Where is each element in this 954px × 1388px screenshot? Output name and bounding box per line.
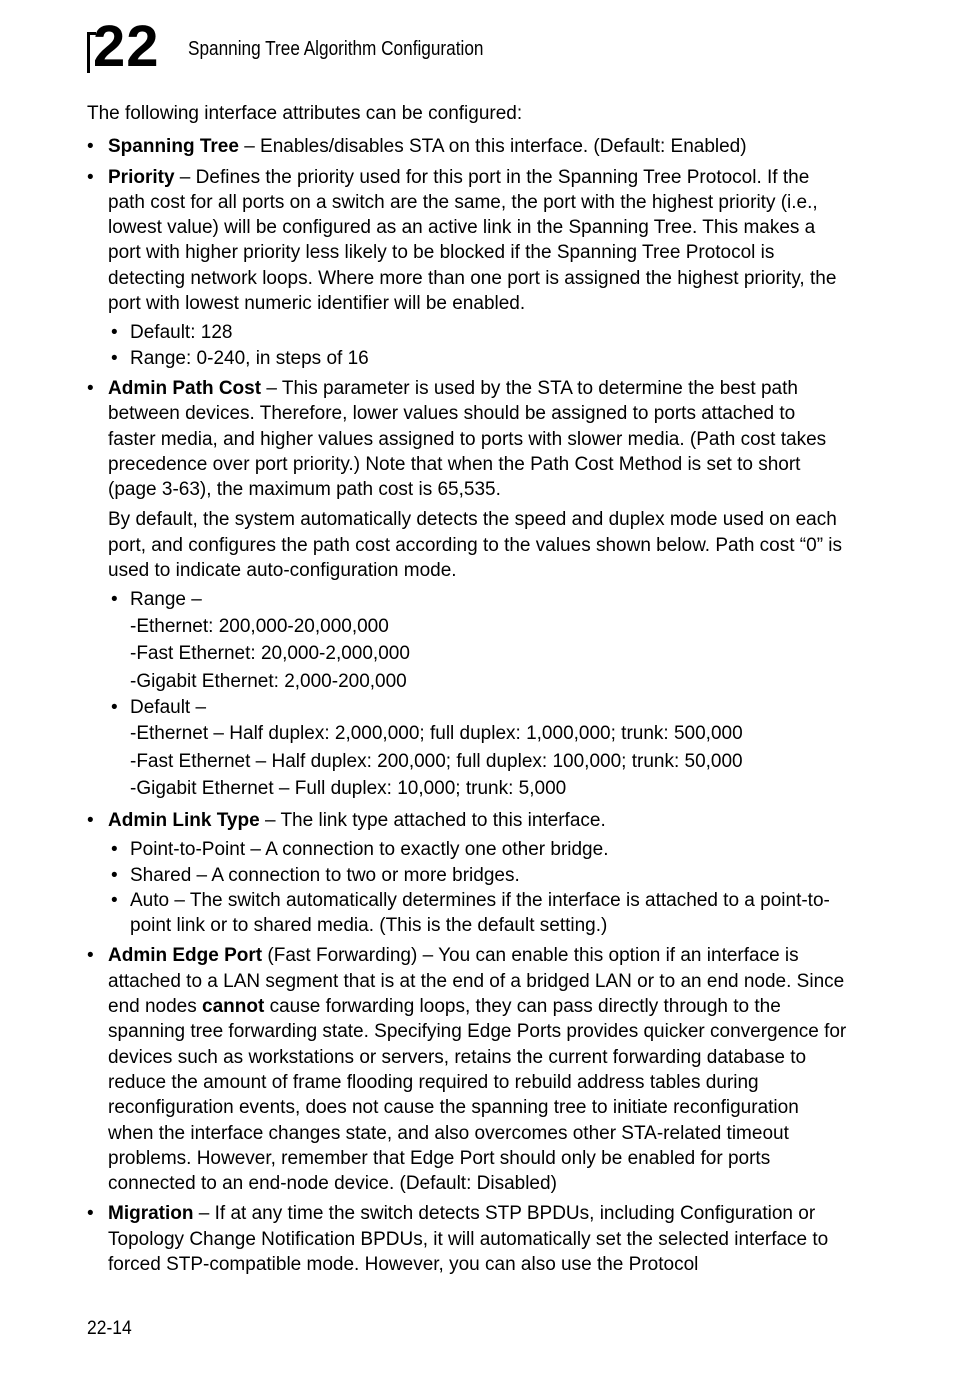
link-type-sublist — [108, 837, 847, 938]
list-item-migration — [87, 1201, 847, 1277]
desc-priority: – Defines the priority used for this port in the Spanning Tree Protocol. If the path cost for all ports on a switch are the same, the port with the highest priority (i.e., lowest value) will be configured as an active link in the Spanning Tree. This makes a port with higher priority less likely to be blocked if the Spanning Tree Protocol is detecting network loops. Where more than one port is assigned the highest priority, the port with lowest numeric identifier will be enabled. — [108, 166, 837, 315]
desc-admin-edge-port-part2: cause forwarding loops, they can pass directly through to the spanning tree forwarding state. Specifying Edge Ports provides quicker convergence for devices such as workstations or servers, retains the current forwarding database to reduce the amount of frame flooding required to rebuild address tables during reconfiguration events, does not cause the spanning tree to initiate reconfiguration when the interface changes state, and also overcomes other STA-related timeout problems. However, remember that Edge Port should only be enabled for ports connected to an end-node device. (Default: Disabled) — [108, 996, 847, 1195]
list-item-admin-path-cost — [87, 376, 847, 803]
intro-text: The following interface attributes can be configured: — [87, 103, 523, 124]
sub-item-priority-range: • Range: 0-240, in steps of 16 — [108, 346, 847, 371]
desc-migration: – If at any time the switch detects STP BPDUs, including Configuration or Topology Change Notification BPDUs, it will automatically set the selected interface to forced STP-compatible mode. However, you can also use the Protocol — [108, 1203, 829, 1275]
term-admin-path-cost: Admin Path Cost — [108, 377, 262, 399]
sub-item-path-cost-default — [108, 695, 847, 803]
chapter-number: 22 — [93, 14, 160, 79]
sub-item-priority-default: • Default: 128 — [108, 320, 847, 345]
attribute-list — [87, 134, 847, 1277]
term-priority: Priority — [108, 166, 175, 188]
list-item-priority — [87, 165, 847, 371]
term-migration: Migration — [108, 1203, 194, 1225]
path-cost-sublist — [108, 587, 847, 803]
desc-admin-path-cost-defaults: By default, the system automatically detects the speed and duplex mode used on each port, and configures the path cost according to the values shown below. Path cost “0” is used to indicate auto-configuration mode. — [108, 509, 843, 582]
term-admin-link-type: Admin Link Type — [108, 809, 260, 831]
range-label: • Range – — [130, 589, 202, 611]
desc-admin-path-cost: – This parameter is used by the STA to determine the best path between devices. Therefore, lower values should be assigned to ports attached to faster media, and higher values assigned to ports with slower media. (Path cost takes precedence over port priority.) Note that when the Path Cost Method is set to short (page 3-63), the maximum path cost is 65,535. — [108, 377, 827, 501]
page-body — [87, 101, 847, 1282]
default-fast-ethernet: -Fast Ethernet – Half duplex: 200,000; full duplex: 100,000; trunk: 50,000 — [130, 750, 743, 772]
page-number: 22-14 — [87, 1318, 132, 1339]
desc-admin-edge-port-part1: (Fast Forwarding) – You can enable this option if an interface is attached to a LAN segment that is at the end of a bridged LAN or to an end node. Since end nodes — [108, 945, 845, 1018]
range-ethernet: -Ethernet: 200,000-20,000,000 — [130, 615, 389, 637]
range-gigabit-ethernet: -Gigabit Ethernet: 2,000-200,000 — [130, 670, 407, 692]
sub-item-shared: • Shared – A connection to two or more bridges. — [108, 863, 847, 888]
default-ethernet: -Ethernet – Half duplex: 2,000,000; full duplex: 1,000,000; trunk: 500,000 — [130, 723, 743, 745]
chapter-title: Spanning Tree Algorithm Configuration — [188, 38, 484, 60]
sub-item-path-cost-range — [108, 587, 847, 695]
desc-admin-link-type: – The link type attached to this interface. — [259, 809, 606, 831]
list-item-admin-link-type — [87, 808, 847, 938]
desc-spanning-tree: – Enables/disables STA on this interface. (Default: Enabled) — [238, 136, 747, 158]
term-admin-edge-port: Admin Edge Port — [108, 945, 263, 967]
default-label: • Default – — [130, 697, 207, 719]
range-fast-ethernet: -Fast Ethernet: 20,000-2,000,000 — [130, 643, 410, 665]
sub-item-point-to-point: • Point-to-Point – A connection to exactly one other bridge. — [108, 837, 847, 862]
chapter-number-badge — [87, 14, 167, 79]
list-item-spanning-tree — [87, 134, 847, 159]
emphasis-cannot: cannot — [202, 996, 265, 1018]
default-gigabit-ethernet: -Gigabit Ethernet – Full duplex: 10,000; trunk: 5,000 — [130, 778, 567, 800]
term-spanning-tree: Spanning Tree — [108, 136, 239, 158]
sub-item-auto: • Auto – The switch automatically determines if the interface is attached to a point-to-point link or to shared media. (This is the default setting.) — [108, 888, 847, 939]
priority-sublist — [108, 320, 847, 371]
list-item-admin-edge-port — [87, 943, 847, 1196]
